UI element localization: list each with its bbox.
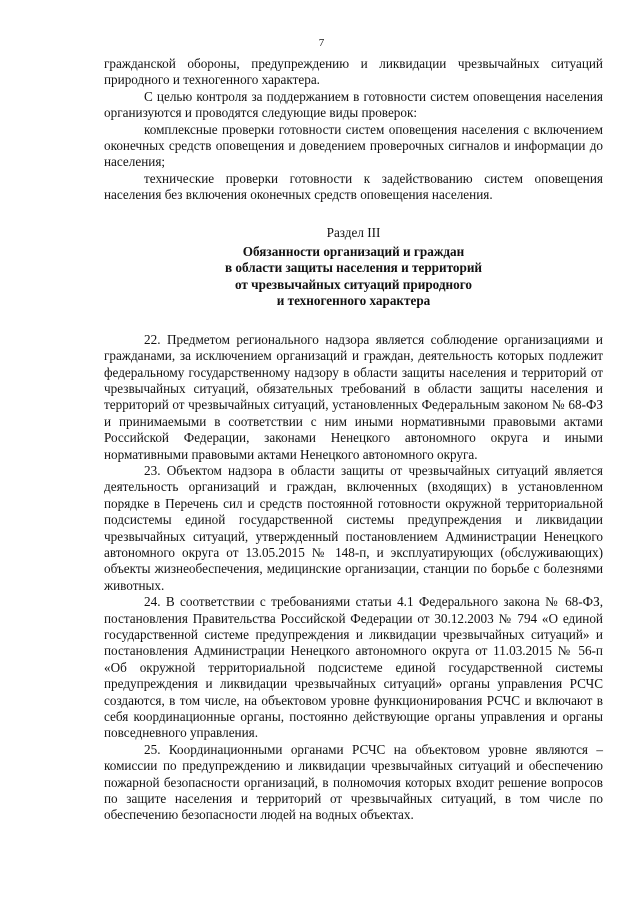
section-title xyxy=(104,244,603,310)
paragraph-22: 22. Предметом регионального надзора является соблюдение организациями и гражданами, за исключением организаций и граждан, деятельность которых подлежит федеральному государственному надзору в области защиты населения и территорий от чрезвычайных ситуаций, обязательных требований в области защиты населения и территорий от чрезвычайных ситуаций, установленных Федеральным законом № 68-ФЗ и принимаемыми в соответствии с ним иными нормативными правовыми актами Российской Федерации, законами Ненецкого автономного округа и иными нормативными правовыми актами Ненецкого автономного округа. xyxy=(104,331,603,462)
section-label: Раздел III xyxy=(326,224,381,240)
paragraph-25: 25. Координационными органами РСЧС на объектовом уровне являются – комиссии по предупреждению и ликвидации чрезвычайных ситуаций и обеспечению пожарной безопасности организаций, в полномочия которых входит решение вопросов по защите населения и территорий от чрезвычайных ситуаций, в том числе по обеспечению безопасности людей на водных объектах. xyxy=(104,741,603,823)
paragraph: технические проверки готовности к задействованию систем оповещения населения без включения оконечных средств оповещения населения. xyxy=(104,170,603,203)
paragraph-24: 24. В соответствии с требованиями статьи 4.1 Федерального закона № 68-ФЗ, постановления Правительства Российской Федерации от 30.12.2003 № 794 «О единой государственной системе предупреждения и ликвидации чрезвычайных ситуаций» и постановления Администрации Ненецкого автономного округа от 11.03.2015 № 56-п «Об окружной территориальной подсистеме единой государственной системы предупреждения и ликвидации чрезвычайных ситуаций» органы управления РСЧС создаются, в том числе, на объектовом уровне функционирования РСЧС и включают в себя координационные органы, постоянно действующие органы управления и органы повседневного управления. xyxy=(104,594,603,741)
page-number: 7 xyxy=(318,37,325,49)
section-title-line: и техногенного характера xyxy=(276,293,431,309)
paragraph: С целью контроля за поддержанием в готовности систем оповещения населения организуются и проводятся следующие виды проверок: xyxy=(104,88,603,121)
intro-text xyxy=(104,56,603,204)
section-heading xyxy=(104,225,603,310)
section-title-line: от чрезвычайных ситуаций природного xyxy=(234,276,472,292)
section-title-line: в области защиты населения и территорий xyxy=(224,260,483,276)
paragraph: комплексные проверки готовности систем оповещения населения с включением оконечных средств оповещения и доведением проверочных сигналов и информации до населения; xyxy=(104,121,603,170)
paragraph-23: 23. Объектом надзора в области защиты от чрезвычайных ситуаций является деятельность организаций и граждан, включенных (входящих) в установленном порядке в Перечень сил и средств постоянной готовности окружной территориальной подсистемы единой государственной системы предупреждения и ликвидации чрезвычайных ситуаций, утвержденный постановлением Администрации Ненецкого автономного округа от 13.05.2015 № 148-п, и эксплуатирующих (обслуживающих) объекты жизнеобеспечения, медицинские организации, станции по борьбе с болезнями животных. xyxy=(104,462,603,593)
body-text xyxy=(104,332,603,824)
section-title-line: Обязанности организаций и граждан xyxy=(242,244,465,260)
paragraph: гражданской обороны, предупреждению и ликвидации чрезвычайных ситуаций природного и техногенного характера. xyxy=(104,56,603,88)
